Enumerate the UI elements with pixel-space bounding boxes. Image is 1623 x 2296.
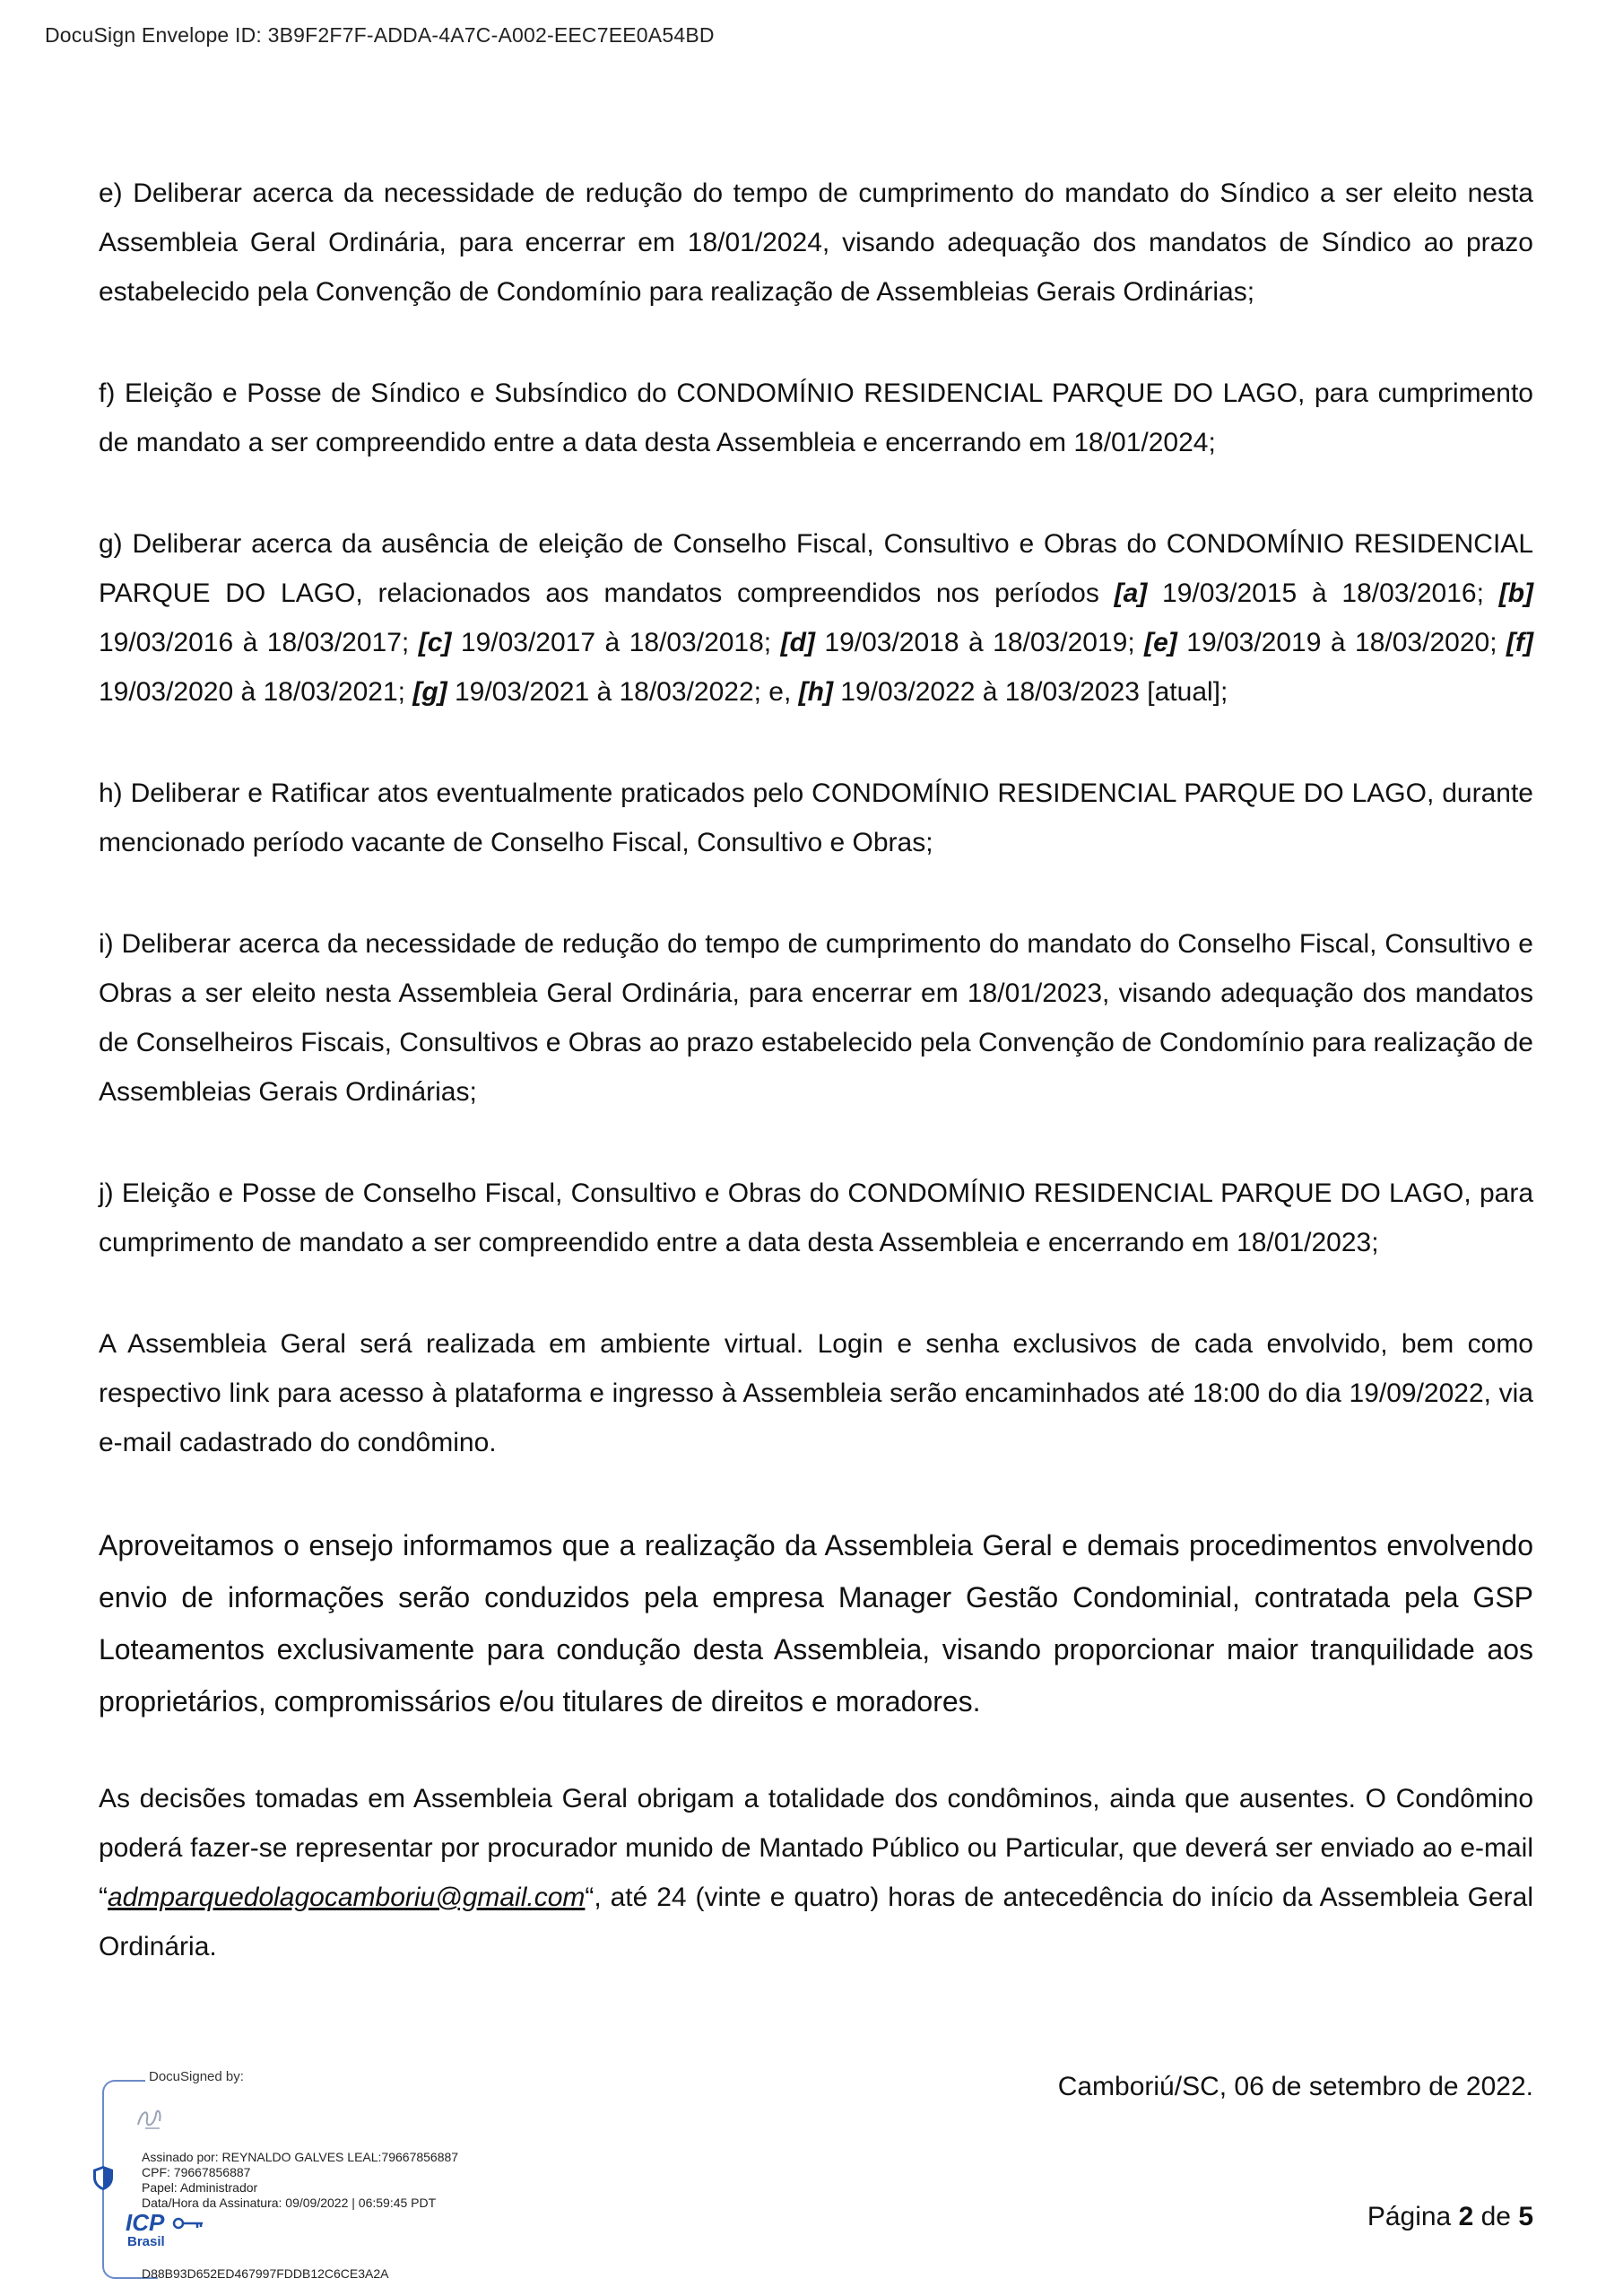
decisoes-text-end: “, até 24 (vinte e quatro) horas de antecedência do início da Assembleia Geral Ordinária.: [99, 1883, 1533, 1961]
docusigned-label: DocuSigned by:: [145, 2069, 247, 2084]
period-tag: [a]: [1114, 578, 1148, 608]
period-range: 19/03/2017 à 18/03/2018;: [451, 628, 781, 657]
signer-name: Assinado por: REYNALDO GALVES LEAL:79667856887: [142, 2150, 459, 2164]
page-middle: de: [1473, 2202, 1519, 2231]
paragraph-virtual: A Assembleia Geral será realizada em ambiente virtual. Login e senha exclusivos de cada envolvido, bem como respectivo link para acesso à plataforma e ingresso à Assembleia serão encaminhados até 18:00 do dia 19/09/2022, via e-mail cadastrado do condômino.: [99, 1329, 1533, 1457]
period-tag: [d]: [780, 628, 815, 657]
period-tag: [c]: [418, 628, 452, 657]
page-total: 5: [1518, 2202, 1533, 2231]
place-date: Camboriú/SC, 06 de setembro de 2022.: [1057, 2072, 1533, 2101]
paragraph-aproveitamos: Aproveitamos o ensejo informamos que a realização da Assembleia Geral e demais procedimentos envolvendo envio de informações serão conduzidos pela empresa Manager Gestão Condominial, contratada pela GSP Loteamentos exclusivamente para condução desta Assembleia, visando proporcionar maior tranquilidade aos proprietários, compromissários e/ou titulares de direitos e moradores.: [99, 1529, 1533, 1718]
paragraph-g-intro: g) Deliberar acerca da ausência de eleição de Conselho Fiscal, Consultivo e Obras do CONDOMÍNIO RESIDENCIAL PARQUE DO LAGO, relacionados aos mandatos compreendidos nos períodos: [99, 529, 1533, 608]
period-range: 19/03/2018 à 18/03/2019;: [814, 628, 1145, 657]
envelope-id: DocuSign Envelope ID: 3B9F2F7F-ADDA-4A7C-A002-EEC7EE0A54BD: [45, 23, 715, 47]
signature-scribble-icon: [133, 2101, 169, 2134]
icp-brasil-sub: Brasil: [127, 2234, 165, 2249]
email-link[interactable]: admparquedolagocamboriu@gmail.com: [108, 1883, 586, 1912]
period-tag: [e]: [1144, 628, 1177, 657]
signature-details: [142, 2150, 458, 2211]
period-range: 19/03/2016 à 18/03/2017;: [99, 628, 419, 657]
paragraph-decisoes: [99, 1774, 1533, 1971]
signature-datetime: Data/Hora da Assinatura: 09/09/2022 | 06:59:45 PDT: [142, 2196, 437, 2210]
icp-brasil-logo: ICP: [126, 2209, 165, 2236]
page-current: 2: [1458, 2202, 1474, 2231]
period-tag: [f]: [1506, 628, 1533, 657]
period-range: 19/03/2019 à 18/03/2020;: [1176, 628, 1506, 657]
period-tag: [g]: [412, 677, 447, 707]
shield-icon: [91, 2164, 115, 2191]
period-tag: [b]: [1498, 578, 1534, 608]
paragraph-e: e) Deliberar acerca da necessidade de redução do tempo de cumprimento do mandato do Síndico a ser eleito nesta Assembleia Geral Ordinária, para encerrar em 18/01/2024, visando adequação dos mandatos de Síndico ao prazo estabelecido pela Convenção de Condomínio para realização de Assembleias Gerais Ordinárias;: [99, 178, 1533, 307]
docusign-signature-block: [90, 2067, 556, 2283]
paragraph-j: j) Eleição e Posse de Conselho Fiscal, Consultivo e Obras do CONDOMÍNIO RESIDENCIAL PARQUE DO LAGO, para cumprimento de mandato a ser compreendido entre a data desta Assembleia e encerrando em 18/01/2023;: [99, 1178, 1533, 1257]
decisoes-text: As decisões tomadas em Assembleia Geral obrigam a totalidade dos condôminos, ainda que ausentes. O Condômino poderá fazer-se representar por procurador munido de Mantado Público ou Particular, que deverá ser enviado ao e-mail “: [99, 1784, 1533, 1912]
key-icon: [172, 2214, 204, 2232]
period-range: 19/03/2015 à 18/03/2016;: [1147, 578, 1499, 608]
paragraph-f: f) Eleição e Posse de Síndico e Subsíndico do CONDOMÍNIO RESIDENCIAL PARQUE DO LAGO, para cumprimento de mandato a ser compreendido entre a data desta Assembleia e encerrando em 18/01/2024;: [99, 378, 1533, 457]
paragraph-i: i) Deliberar acerca da necessidade de redução do tempo de cumprimento do mandato do Conselho Fiscal, Consultivo e Obras a ser eleito nesta Assembleia Geral Ordinária, para encerrar em 18/01/2023, visando adequação dos mandatos de Conselheiros Fiscais, Consultivos e Obras ao prazo estabelecido pela Convenção de Condomínio para realização de Assembleias Gerais Ordinárias;: [99, 929, 1533, 1107]
period-range: 19/03/2020 à 18/03/2021;: [99, 677, 413, 707]
paragraph-h: h) Deliberar e Ratificar atos eventualmente praticados pelo CONDOMÍNIO RESIDENCIAL PARQUE DO LAGO, durante mencionado período vacante de Conselho Fiscal, Consultivo e Obras;: [99, 778, 1533, 857]
period-range: 19/03/2021 à 18/03/2022; e,: [447, 677, 799, 707]
period-tag: [h]: [798, 677, 833, 707]
signer-cpf: CPF: 79667856887: [142, 2165, 251, 2179]
document-body: [99, 169, 1533, 1971]
page-prefix: Página: [1367, 2202, 1459, 2231]
paragraph-g: [99, 519, 1533, 717]
signer-role: Papel: Administrador: [142, 2180, 258, 2195]
period-range: 19/03/2022 à 18/03/2023 [atual];: [832, 677, 1228, 707]
envelope-hash: D88B93D652ED467997FDDB12C6CE3A2A: [142, 2266, 389, 2281]
page-number: [1367, 2202, 1533, 2232]
